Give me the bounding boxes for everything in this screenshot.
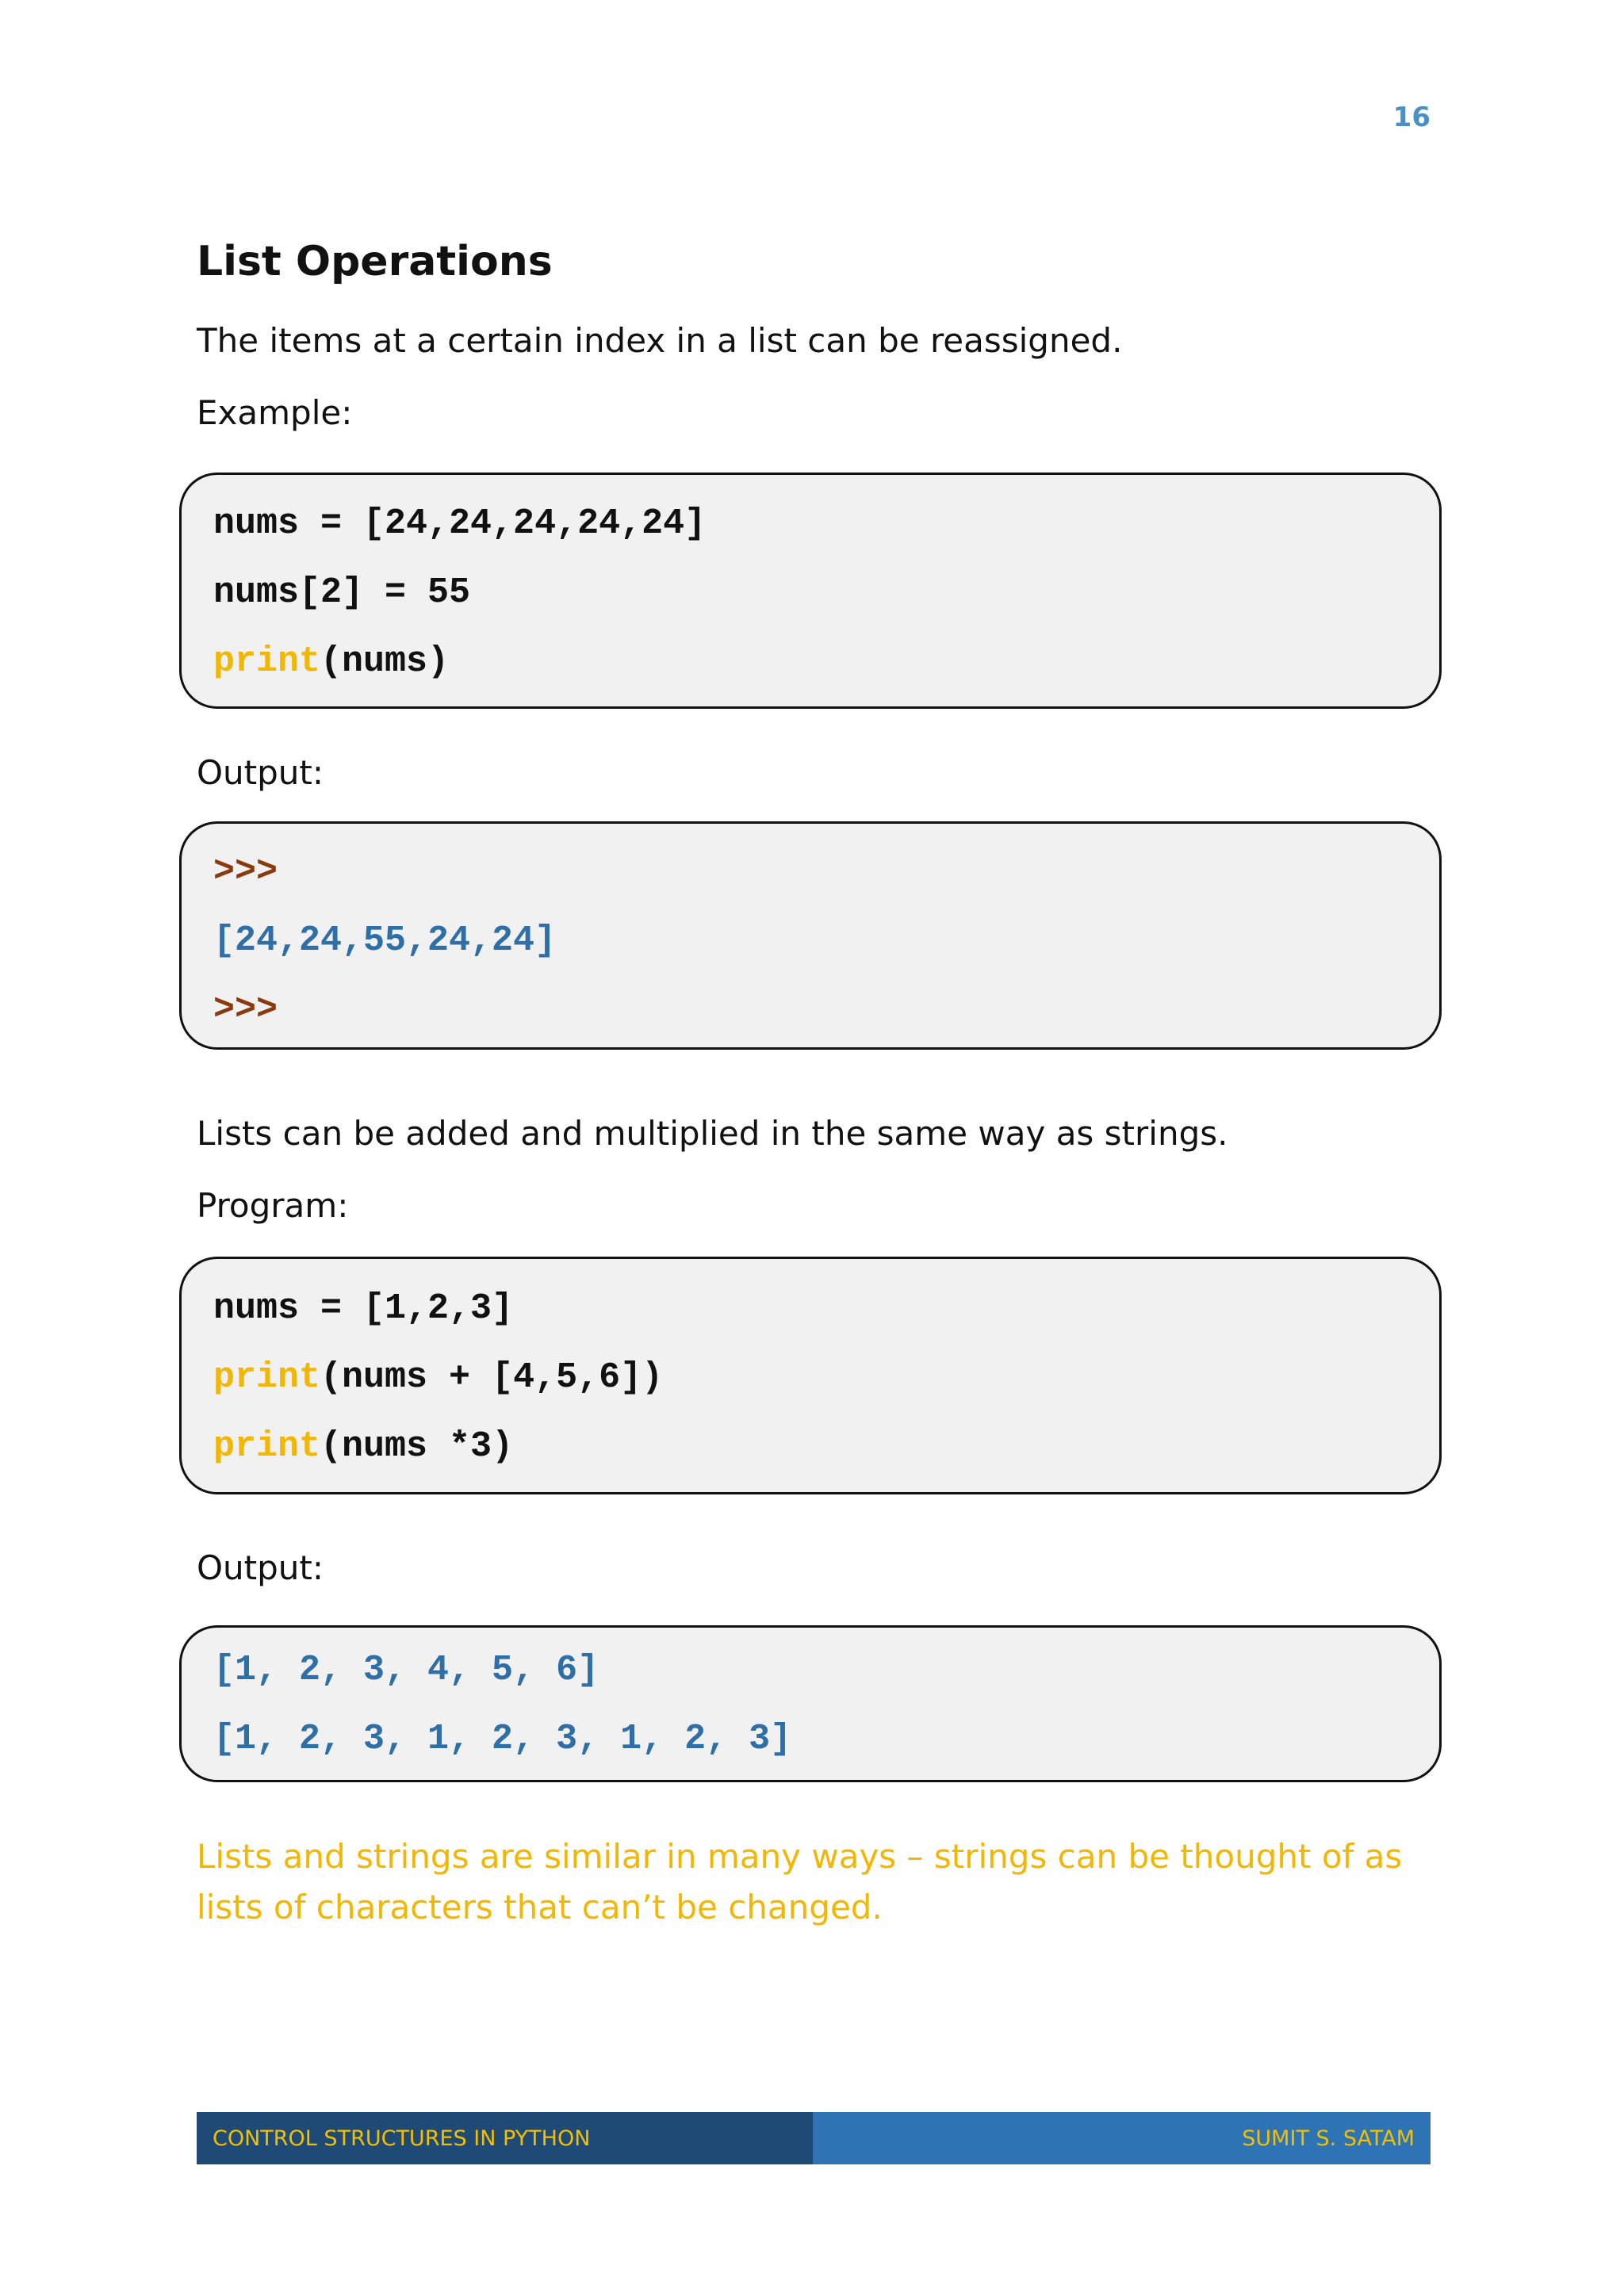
output-block bbox=[179, 821, 1442, 1050]
code-line: nums = [1,2,3] bbox=[213, 1288, 514, 1329]
example-code-block bbox=[179, 473, 1442, 709]
intro-text: The items at a certain index in a list can be reassigned. bbox=[197, 321, 1123, 360]
output-label: Output: bbox=[197, 753, 324, 792]
output-line: [1, 2, 3, 1, 2, 3, 1, 2, 3] bbox=[213, 1719, 792, 1759]
code-line bbox=[213, 627, 1439, 696]
print-args: (nums + [4,5,6]) bbox=[320, 1357, 664, 1398]
program-code-block bbox=[179, 1257, 1442, 1494]
highlight-note: Lists and strings are similar in many ways – strings can be thought of as lists of characters that can’t be changed. bbox=[197, 1837, 1403, 1927]
output-block bbox=[179, 1625, 1442, 1782]
shell-prompt: >>> bbox=[213, 989, 278, 1030]
output-line: [1, 2, 3, 4, 5, 6] bbox=[213, 1650, 599, 1690]
output-label: Output: bbox=[197, 1548, 324, 1587]
output-line: [24,24,55,24,24] bbox=[213, 920, 557, 961]
print-keyword: print bbox=[213, 641, 321, 682]
code-line: nums = [24,24,24,24,24] bbox=[213, 503, 707, 544]
footer-author bbox=[813, 2112, 1431, 2164]
print-keyword: print bbox=[213, 1426, 321, 1467]
print-args: (nums *3) bbox=[320, 1426, 514, 1467]
add-multiply-text: Lists can be added and multiplied in the same way as strings. bbox=[197, 1114, 1228, 1153]
page-number: 16 bbox=[1392, 101, 1431, 133]
page-title: List Operations bbox=[197, 238, 553, 285]
program-label: Program: bbox=[197, 1186, 349, 1225]
shell-prompt: >>> bbox=[213, 851, 278, 892]
code-line bbox=[213, 1343, 1439, 1412]
footer-left-text: CONTROL STRUCTURES IN PYTHON bbox=[213, 2126, 591, 2151]
code-line: nums[2] = 55 bbox=[213, 572, 471, 613]
footer-book-title bbox=[197, 2112, 813, 2164]
footer-right-text: SUMIT S. SATAM bbox=[1242, 2126, 1415, 2151]
example-label: Example: bbox=[197, 393, 353, 432]
code-line bbox=[213, 1412, 1439, 1481]
print-args: (nums) bbox=[320, 641, 450, 682]
page-footer bbox=[197, 2112, 1431, 2164]
print-keyword: print bbox=[213, 1357, 321, 1398]
